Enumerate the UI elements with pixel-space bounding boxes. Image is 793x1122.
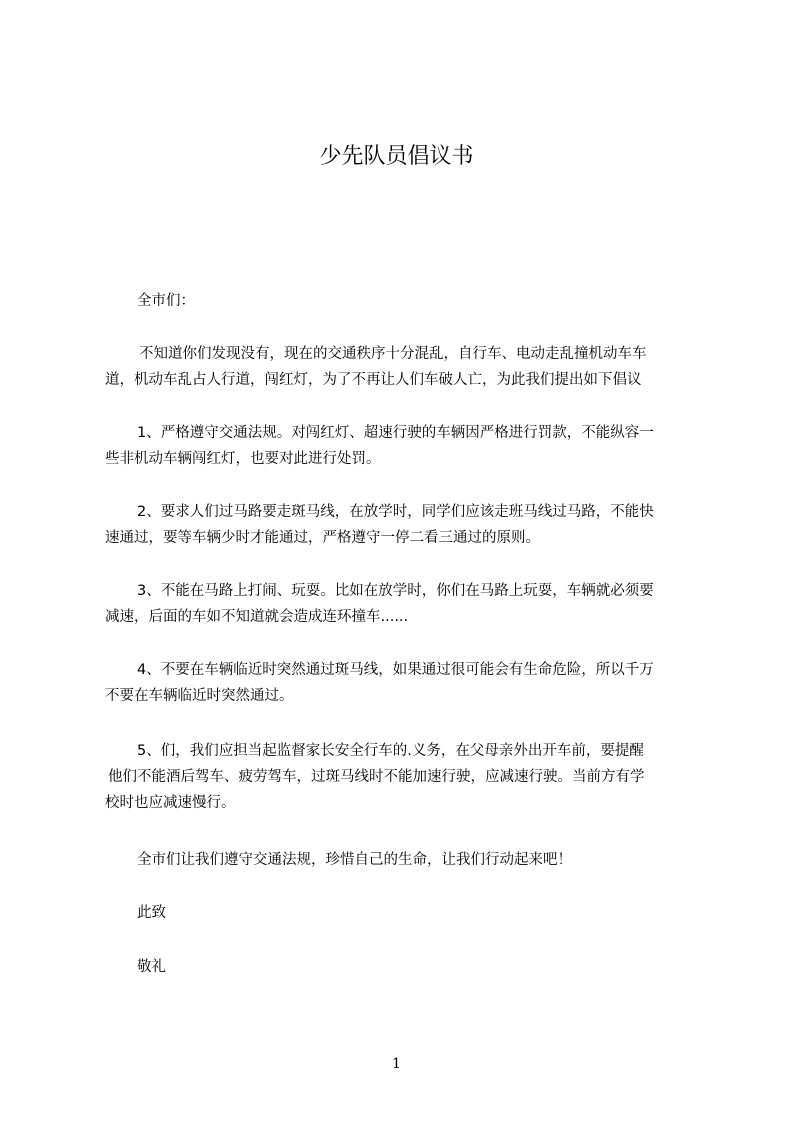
intro-paragraph xyxy=(105,341,713,393)
item-5-line-3: 校时也应减速慢行。 xyxy=(105,795,236,811)
item-1-line-2: 些非机动车辆闯红灯，也要对此进行处罚。 xyxy=(105,451,381,467)
intro-line-2: 道，机动车乱占人行道，闯红灯，为了不再让人们车破人亡，为此我们提出如下倡议 xyxy=(105,372,642,388)
item-2-line-1: 2、要求人们过马路要走斑马线，在放学时，同学们应该走班马线过马路，不能快 xyxy=(137,504,654,520)
item-4-line-1: 4、不要在车辆临近时突然通过斑马线，如果通过很可能会有生命危险，所以千万 xyxy=(137,662,654,678)
sign-off-1-text: 此致 xyxy=(137,905,166,921)
intro-line-1: 不知道你们发现没有，现在的交通秩序十分混乱，自行车、电动走乱撞机动车车 xyxy=(139,346,647,362)
item-1-line-1: 1、严格遵守交通法规。对闯红灯、超速行驶的车辆因严格进行罚款，不能纵容一 xyxy=(137,425,654,441)
item-3-line-2: 减速，后面的车如不知道就会造成连环撞车...... xyxy=(105,609,409,625)
item-paragraph-4 xyxy=(105,657,713,709)
sign-off-2-text: 敬礼 xyxy=(137,959,166,975)
sign-off-1 xyxy=(105,900,713,926)
item-4-line-2: 不要在车辆临近时突然通过。 xyxy=(105,688,294,704)
salutation-text: 全市们： xyxy=(137,293,195,309)
document-title: 少先队员倡议书 xyxy=(319,144,474,169)
sign-off-2 xyxy=(105,954,713,980)
closing-text: 全市们让我们遵守交通法规，珍惜自己的生命，让我们行动起来吧！ xyxy=(137,852,572,868)
item-5-line-2: 他们不能酒后驾车、疲劳驾车，过斑马线时不能加速行驶，应减速行驶。当前方有学 xyxy=(108,769,645,785)
item-paragraph-5 xyxy=(105,738,713,816)
page-number: 1 xyxy=(392,1056,401,1072)
item-paragraph-3 xyxy=(105,578,713,630)
item-3-line-1: 3、不能在马路上打闹、玩耍。比如在放学时，你们在马路上玩耍，车辆就必须要 xyxy=(137,583,654,599)
item-5-line-1: 5、们，我们应担当起监督家长安全行车的.义务，在父母亲外出开车前，要提醒 xyxy=(137,743,644,759)
closing-paragraph xyxy=(105,847,713,873)
item-paragraph-1 xyxy=(105,420,713,472)
item-2-line-2: 速通过，要等车辆少时才能通过，严格遵守一停二看三通过的原则。 xyxy=(105,530,540,546)
salutation xyxy=(105,288,713,314)
item-paragraph-2 xyxy=(105,499,713,551)
